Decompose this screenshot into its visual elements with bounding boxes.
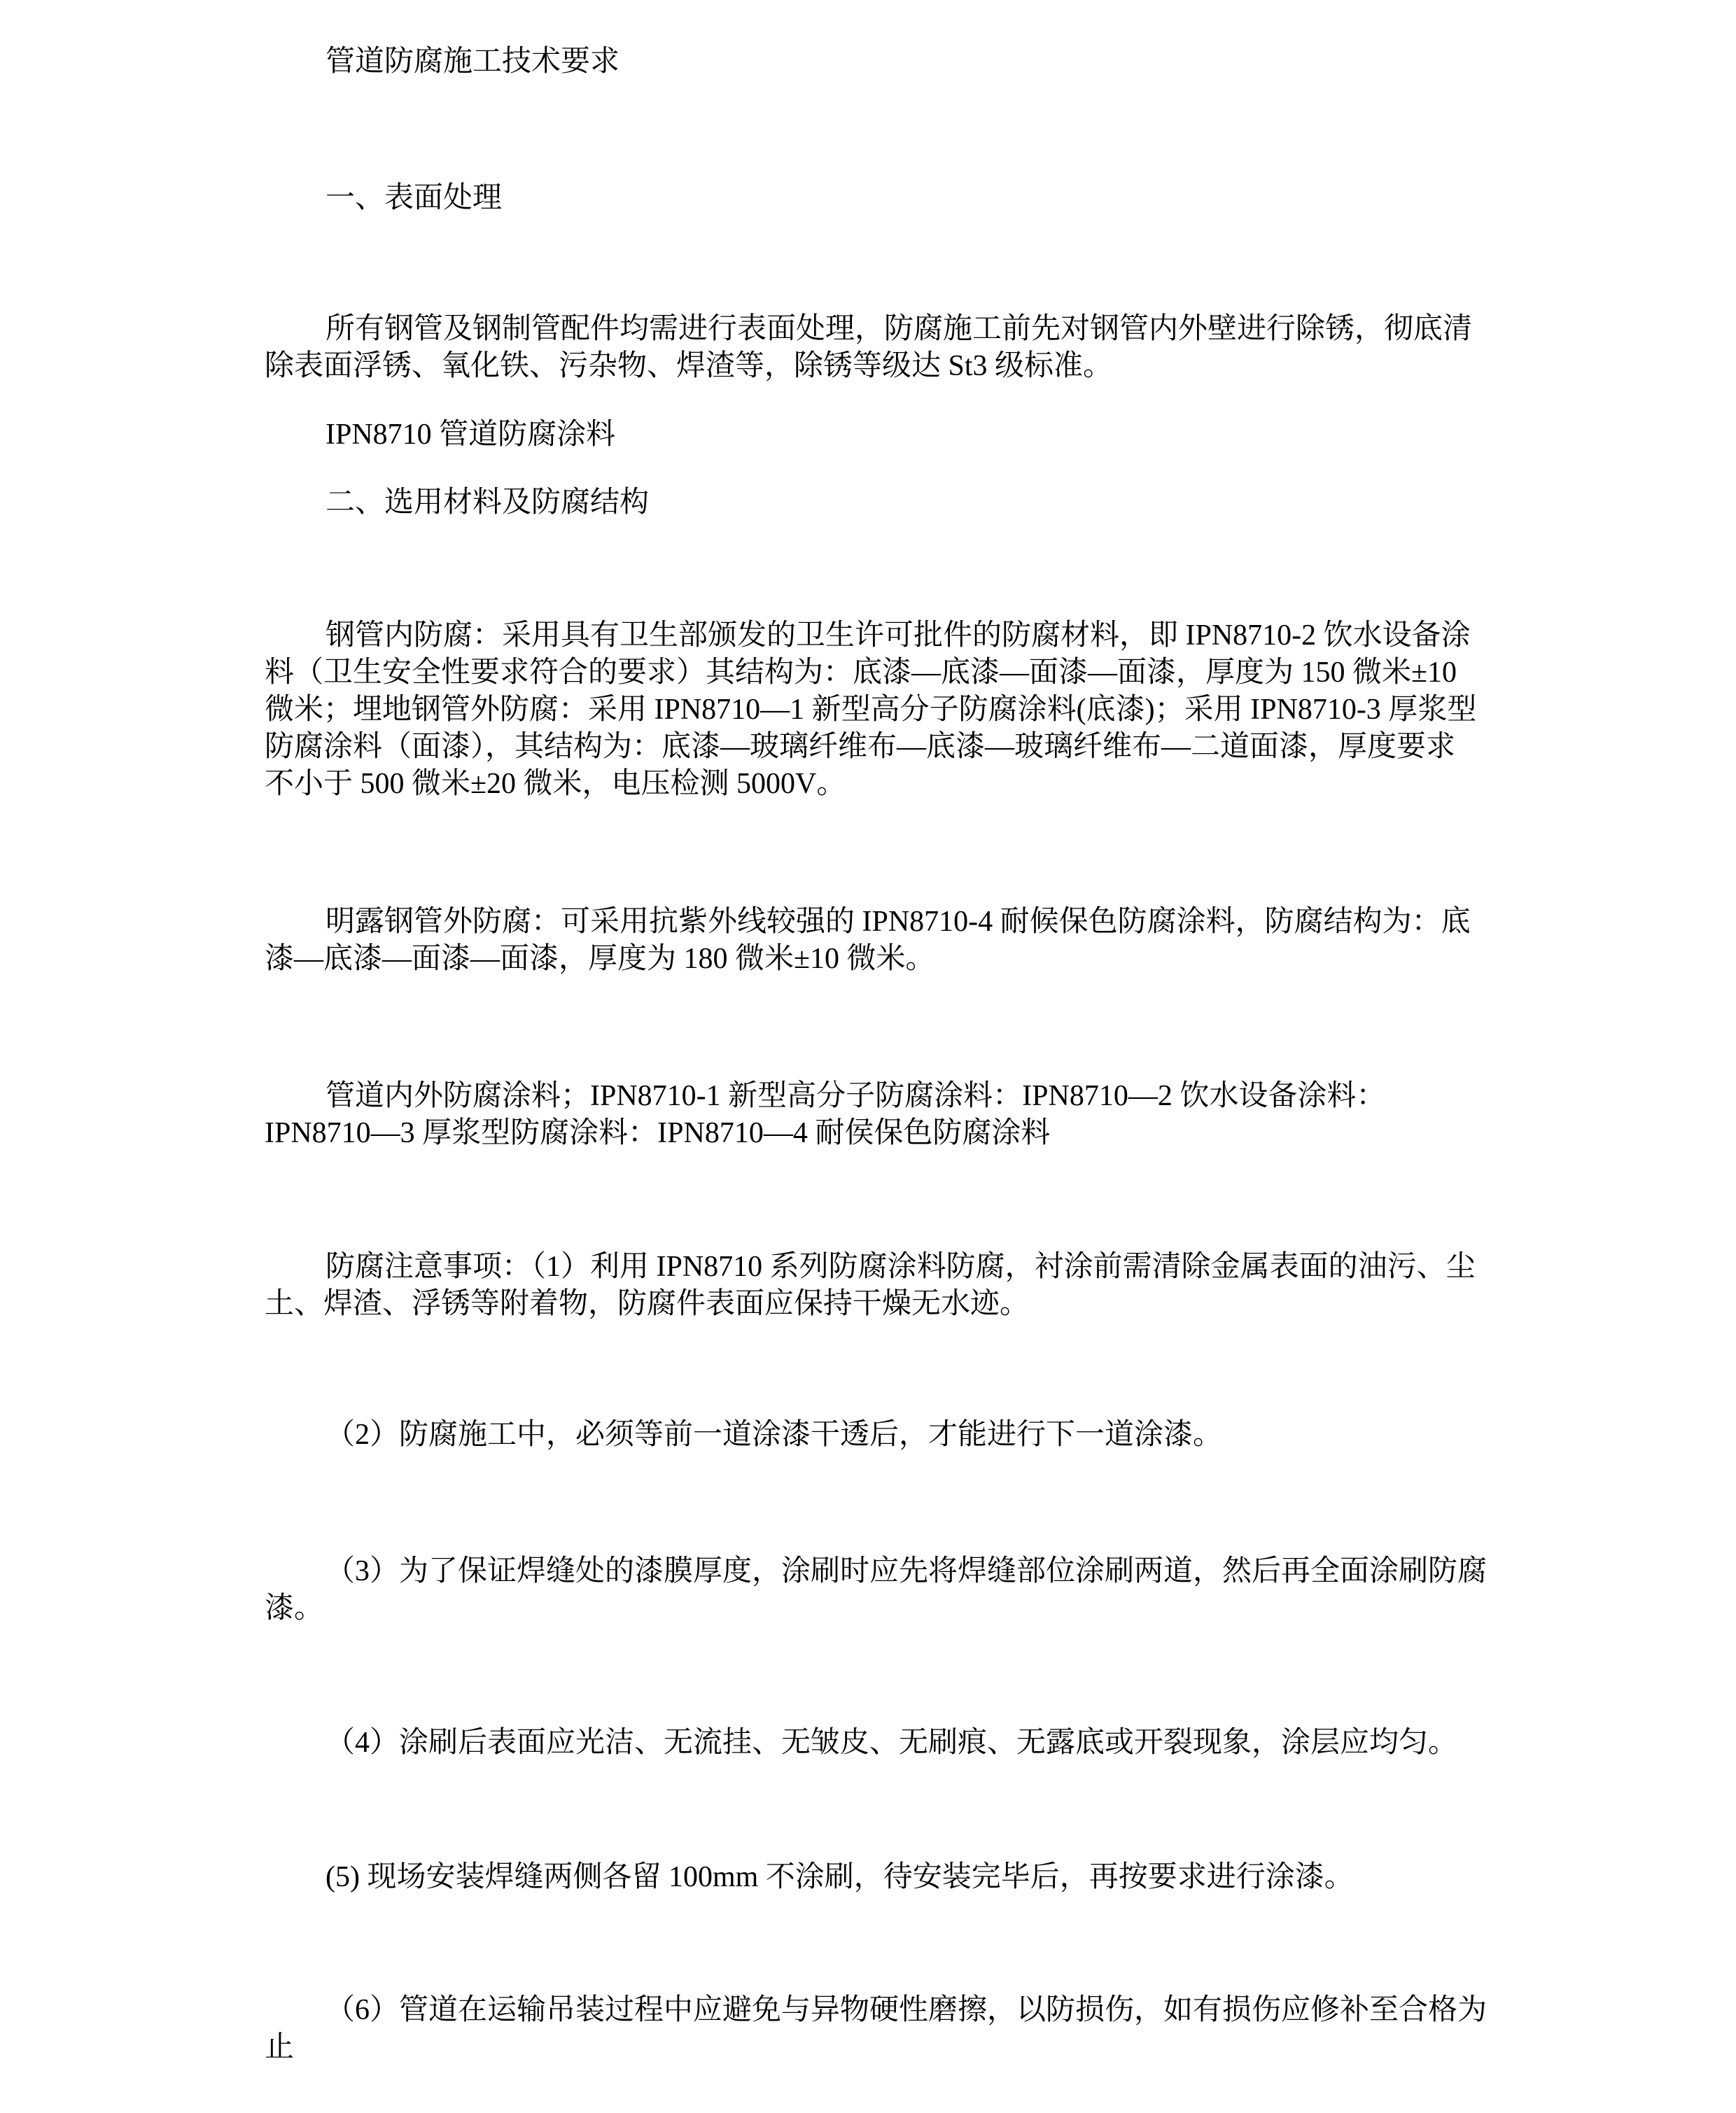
para-exposed-pipe <box>265 904 1471 978</box>
text-line: 管道内外防腐涂料；IPN8710-1 新型高分子防腐涂料：IPN8710—2 饮水设备涂料： <box>326 1080 1386 1112</box>
text-line: 一、表面处理 <box>326 182 503 214</box>
text-line: 土、焊渣、浮锈等附着物，防腐件表面应保持干燥无水迹。 <box>265 1288 1030 1320</box>
doc-title <box>265 43 620 80</box>
text-line: （6）管道在运输吊装过程中应避免与异物硬性磨擦，以防损伤，如有损伤应修补至合格为 <box>326 1994 1488 2026</box>
text-line: 防腐注意事项：（1）利用 IPN8710 系列防腐涂料防腐，衬涂前需清除金属表面的油污、尘 <box>326 1251 1476 1283</box>
text-line: 漆—底漆—面漆—面漆，厚度为 180 微米±10 微米。 <box>265 943 935 975</box>
text-line: IPN8710—3 厚浆型防腐涂料：IPN8710—4 耐侯保色防腐涂料 <box>265 1117 1051 1149</box>
para-ipn8710-caption <box>265 416 615 454</box>
text-line: 漆。 <box>265 1592 324 1624</box>
text-line: （3）为了保证焊缝处的漆膜厚度，涂刷时应先将焊缝部位涂刷两道，然后再全面涂刷防腐 <box>326 1555 1488 1587</box>
text-line: 明露钢管外防腐：可采用抗紫外线较强的 IPN8710-4 耐候保色防腐涂料，防腐结构为：底 <box>326 906 1471 938</box>
text-line: 料（卫生安全性要求符合的要求）其结构为：底漆—底漆—面漆—面漆，厚度为 150 微米±10 <box>265 657 1457 689</box>
text-line: IPN8710 管道防腐涂料 <box>326 419 616 451</box>
text-line: 管道防腐施工技术要求 <box>326 45 620 78</box>
text-line: 所有钢管及钢制管配件均需进行表面处理，防腐施工前先对钢管内外壁进行除锈，彻底清 <box>326 313 1473 345</box>
para-note-3 <box>265 1553 1487 1627</box>
text-line: 微米；埋地钢管外防腐：采用 IPN8710—1 新型高分子防腐涂料(底漆)；采用 IPN8710-3 厚浆型 <box>265 694 1477 726</box>
para-material-structure <box>265 617 1476 803</box>
text-line: （4）涂刷后表面应光洁、无流挂、无皱皮、无刷痕、无露底或开裂现象，涂层应均匀。 <box>326 1727 1458 1759</box>
para-coating-list <box>265 1078 1385 1152</box>
para-surface-treatment <box>265 311 1472 385</box>
text-line: 不小于 500 微米±20 微米，电压检测 5000V。 <box>265 768 846 800</box>
text-line: 止 <box>265 2031 295 2063</box>
heading-section-1 <box>265 180 502 217</box>
text-line: 二、选用材料及防腐结构 <box>326 486 650 519</box>
para-note-4 <box>265 1725 1457 1762</box>
para-note-6 <box>265 1992 1487 2066</box>
text-line: 钢管内防腐：采用具有卫生部颁发的卫生许可批件的防腐材料，即 IPN8710-2 饮水设备涂 <box>326 619 1471 652</box>
para-note-5 <box>265 1859 1354 1896</box>
para-note-1 <box>265 1249 1476 1323</box>
heading-section-2 <box>265 484 649 521</box>
text-line: 防腐涂料（面漆），其结构为：底漆—玻璃纤维布—底漆—玻璃纤维布—二道面漆，厚度要求 <box>265 731 1456 763</box>
text-line: （2）防腐施工中，必须等前一道涂漆干透后，才能进行下一道涂漆。 <box>326 1419 1223 1451</box>
text-line: 除表面浮锈、氧化铁、污杂物、焊渣等，除锈等级达 St3 级标准。 <box>265 350 1113 382</box>
text-line: (5) 现场安装焊缝两侧各留 100mm 不涂刷，待安装完毕后，再按要求进行涂漆。 <box>326 1861 1354 1893</box>
para-note-2 <box>265 1417 1222 1454</box>
